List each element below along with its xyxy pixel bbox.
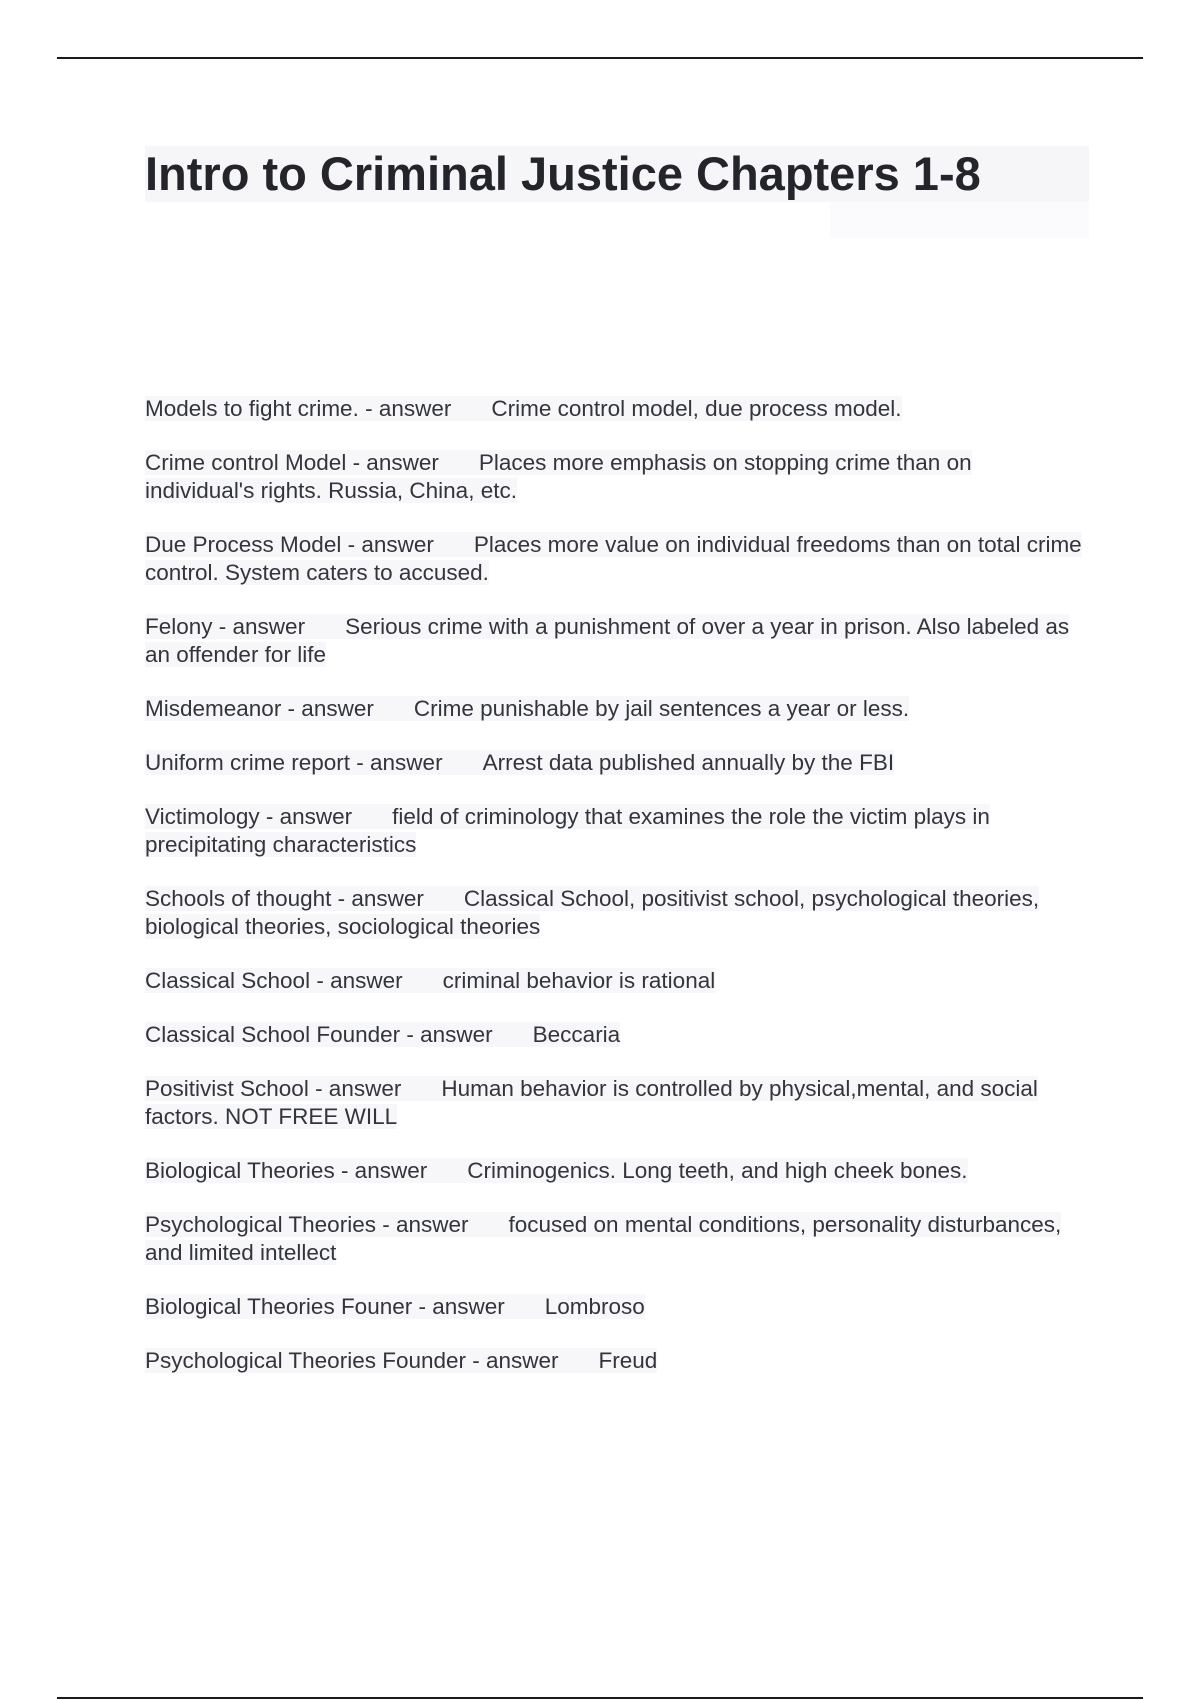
top-rule (57, 57, 1143, 59)
entry-definition: Criminogenics. Long teeth, and high cheek bones. (467, 1158, 968, 1183)
entry-definition: Crime control model, due process model. (491, 396, 902, 421)
flashcard-entry (145, 1075, 1085, 1131)
flashcard-entry (145, 449, 1085, 505)
entry-definition: Human behavior is controlled by physical,mental, and social factors. NOT FREE WILL (145, 1076, 1038, 1129)
entry-term: Crime control Model - answer (145, 450, 479, 475)
entry-definition: field of criminology that examines the role the victim plays in precipitating characteristics (145, 804, 990, 857)
entry-term: Uniform crime report - answer (145, 750, 483, 775)
flashcard-entry (145, 803, 1085, 859)
flashcard-entry (145, 395, 1085, 423)
entry-term: Schools of thought - answer (145, 886, 464, 911)
flashcard-list (145, 395, 1085, 1401)
entry-term: Due Process Model - answer (145, 532, 474, 557)
flashcard-entry (145, 1293, 1085, 1321)
flashcard-entry (145, 1347, 1085, 1375)
flashcard-entry (145, 1021, 1085, 1049)
flashcard-entry (145, 967, 1085, 995)
entry-definition: Lombroso (544, 1294, 645, 1319)
entry-term: Classical School Founder - answer (145, 1022, 533, 1047)
entry-definition: Classical School, positivist school, psychological theories, biological theories, sociological theories (145, 886, 1040, 939)
entry-term: Biological Theories Founer - answer (145, 1294, 545, 1319)
entry-term: Psychological Theories Founder - answer (145, 1348, 599, 1373)
flashcard-entry (145, 531, 1085, 587)
title-highlight-extension (830, 202, 1089, 238)
bottom-rule (57, 1697, 1143, 1699)
flashcard-entry (145, 1157, 1085, 1185)
flashcard-entry (145, 749, 1085, 777)
entry-definition: Places more emphasis on stopping crime than on individual's rights. Russia, China, etc. (145, 450, 972, 503)
entry-definition: Freud (598, 1348, 658, 1373)
entry-term: Classical School - answer (145, 968, 443, 993)
entry-term: Felony - answer (145, 614, 345, 639)
entry-term: Misdemeanor - answer (145, 696, 414, 721)
entry-term: Psychological Theories - answer (145, 1212, 508, 1237)
entry-definition: criminal behavior is rational (442, 968, 716, 993)
entry-term: Positivist School - answer (145, 1076, 441, 1101)
entry-definition: Beccaria (532, 1022, 621, 1047)
entry-definition: focused on mental conditions, personality disturbances, and limited intellect (145, 1212, 1062, 1265)
entry-definition: Serious crime with a punishment of over a year in prison. Also labeled as an offender for life (145, 614, 1070, 667)
entry-definition: Places more value on individual freedoms than on total crime control. System caters to accused. (145, 532, 1082, 585)
entry-definition: Arrest data published annually by the FBI (482, 750, 895, 775)
entry-term: Models to fight crime. - answer (145, 396, 491, 421)
page-title: Intro to Criminal Justice Chapters 1-8 (145, 147, 981, 200)
entry-definition: Crime punishable by jail sentences a year or less. (413, 696, 910, 721)
entry-term: Victimology - answer (145, 804, 392, 829)
flashcard-entry (145, 613, 1085, 669)
flashcard-entry (145, 1211, 1085, 1267)
entry-term: Biological Theories - answer (145, 1158, 467, 1183)
flashcard-entry (145, 695, 1085, 723)
flashcard-entry (145, 885, 1085, 941)
